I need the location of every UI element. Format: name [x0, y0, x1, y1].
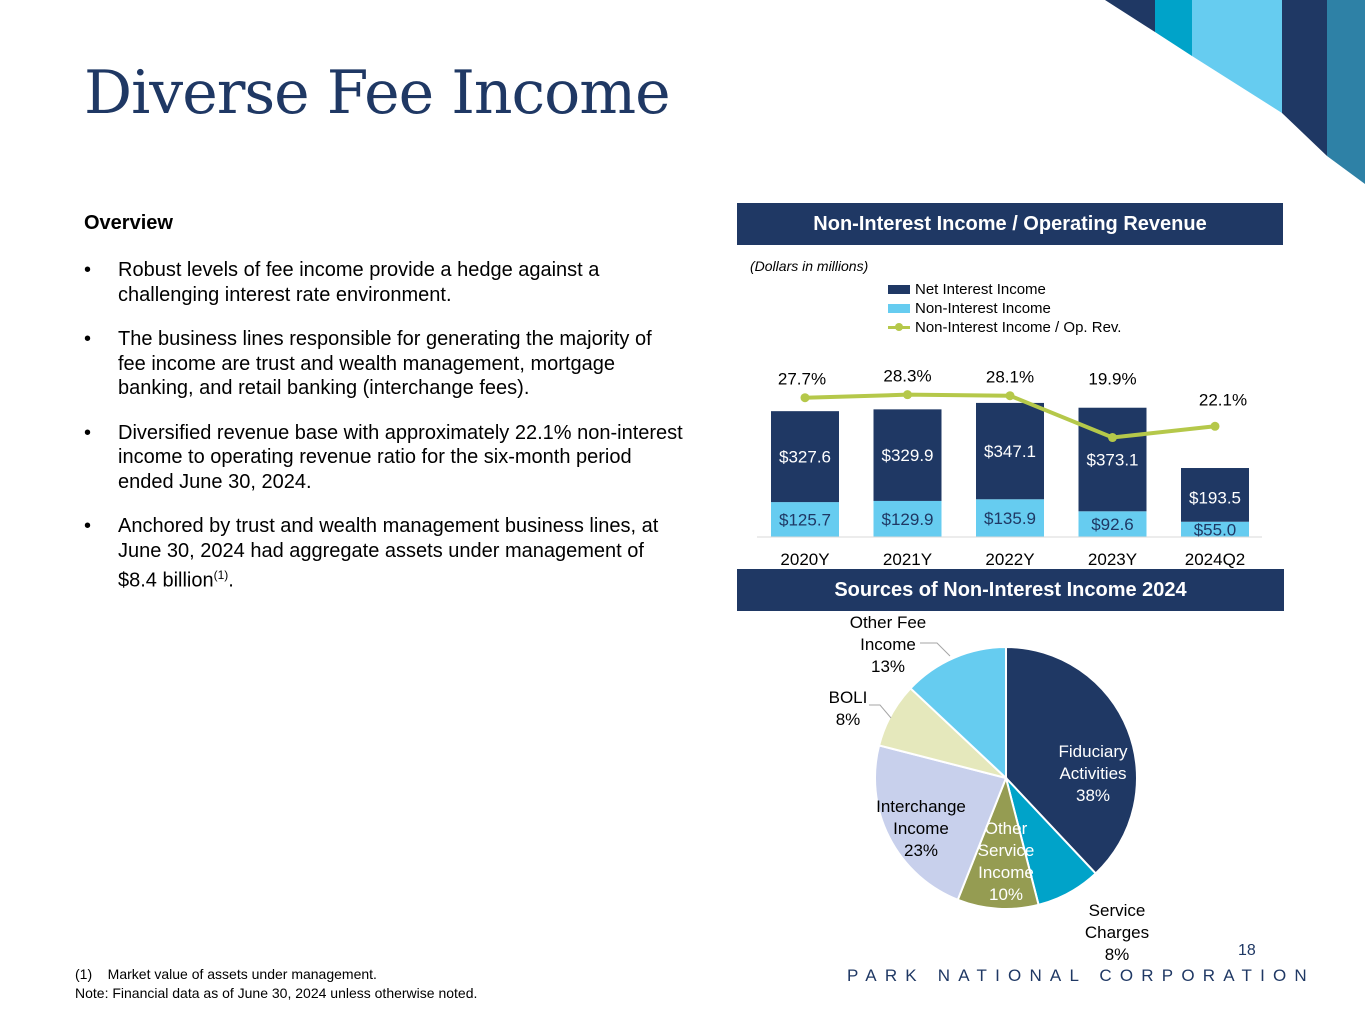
label-non-interest-2022Y: $135.9	[984, 509, 1036, 529]
leader-line-other-fee	[920, 643, 950, 656]
x-tick-2021Y: 2021Y	[882, 550, 933, 569]
footnote-1: (1) Market value of assets under management.	[75, 966, 377, 982]
bullet-marker: •	[84, 421, 92, 444]
ratio-label-2021Y: 28.3%	[883, 366, 932, 386]
legend-label: Non-Interest Income	[915, 300, 1051, 317]
footnote-note: Note: Financial data as of June 30, 2024 unless otherwise noted.	[75, 985, 478, 1001]
bar-chart-header: Non-Interest Income / Operating Revenue	[737, 203, 1283, 245]
bullet-tail: .	[228, 569, 234, 592]
legend-label: Non-Interest Income / Op. Rev.	[915, 319, 1122, 336]
pie-label-1: Service Charges 8%	[1084, 901, 1150, 964]
footnotes	[75, 965, 477, 1003]
label-net-interest-2022Y: $347.1	[984, 442, 1036, 462]
label-non-interest-2024Q2: $55.0	[1193, 520, 1237, 540]
ratio-label-2022Y: 28.1%	[985, 367, 1035, 387]
label-non-interest-2020Y: $125.7	[779, 510, 831, 530]
pie-chart-header: Sources of Non-Interest Income 2024	[737, 569, 1284, 611]
pie-label-2: Other Service Income 10%	[977, 819, 1035, 904]
page-title: Diverse Fee Income	[84, 58, 670, 128]
ratio-label-2020Y: 27.7%	[777, 369, 827, 389]
pie-label-5: Other Fee Income 13%	[849, 613, 927, 676]
label-non-interest-2021Y: $129.9	[881, 509, 934, 529]
company-name: PARK NATIONAL CORPORATION	[847, 966, 1315, 985]
overview-heading: Overview	[84, 212, 173, 234]
x-tick-2022Y: 2022Y	[985, 550, 1035, 569]
units-note: (Dollars in millions)	[750, 258, 869, 274]
pie-label-4: BOLI 8%	[828, 688, 868, 729]
label-net-interest-2024Q2: $193.5	[1189, 488, 1241, 508]
x-tick-2023Y: 2023Y	[1087, 550, 1138, 569]
ratio-label-2024Q2: 22.1%	[1198, 390, 1248, 410]
label-net-interest-2021Y: $329.9	[881, 446, 934, 466]
bullet-marker: •	[84, 259, 92, 281]
bullet-text: Anchored by trust and wealth management business lines, at June 30, 2024 had aggregate assets under management of $8.4 billion	[118, 515, 659, 592]
pie-label-0: Fiduciary Activities 38%	[1058, 742, 1128, 805]
bullet-text: Robust levels of fee income provide a hedge against a challenging interest rate environment.	[118, 259, 600, 306]
bullet-marker: •	[84, 515, 92, 537]
page-number: 18	[1238, 942, 1256, 959]
leader-line-boli	[869, 705, 891, 718]
footnote-ref: (1)	[213, 568, 229, 582]
x-tick-2020Y: 2020Y	[780, 550, 830, 569]
bullet-text: The business lines responsible for generating the majority of fee income are trust and wealth management, mortgage banking, and retail banking (interchange fees).	[118, 328, 652, 399]
label-non-interest-2023Y: $92.6	[1091, 515, 1134, 535]
pie-label-3: Interchange Income 23%	[876, 797, 966, 860]
bullet-text: Diversified revenue base with approximately 22.1% non-interest income to operating revenue ratio for the six-month period ended June 30, 2024.	[118, 421, 683, 493]
label-net-interest-2020Y: $327.6	[779, 447, 831, 467]
legend-label: Net Interest Income	[915, 281, 1046, 298]
x-tick-2024Q2: 2024Q2	[1184, 550, 1246, 569]
label-net-interest-2023Y: $373.1	[1086, 450, 1139, 470]
bullet-marker: •	[84, 328, 92, 350]
ratio-label-2023Y: 19.9%	[1088, 369, 1137, 389]
